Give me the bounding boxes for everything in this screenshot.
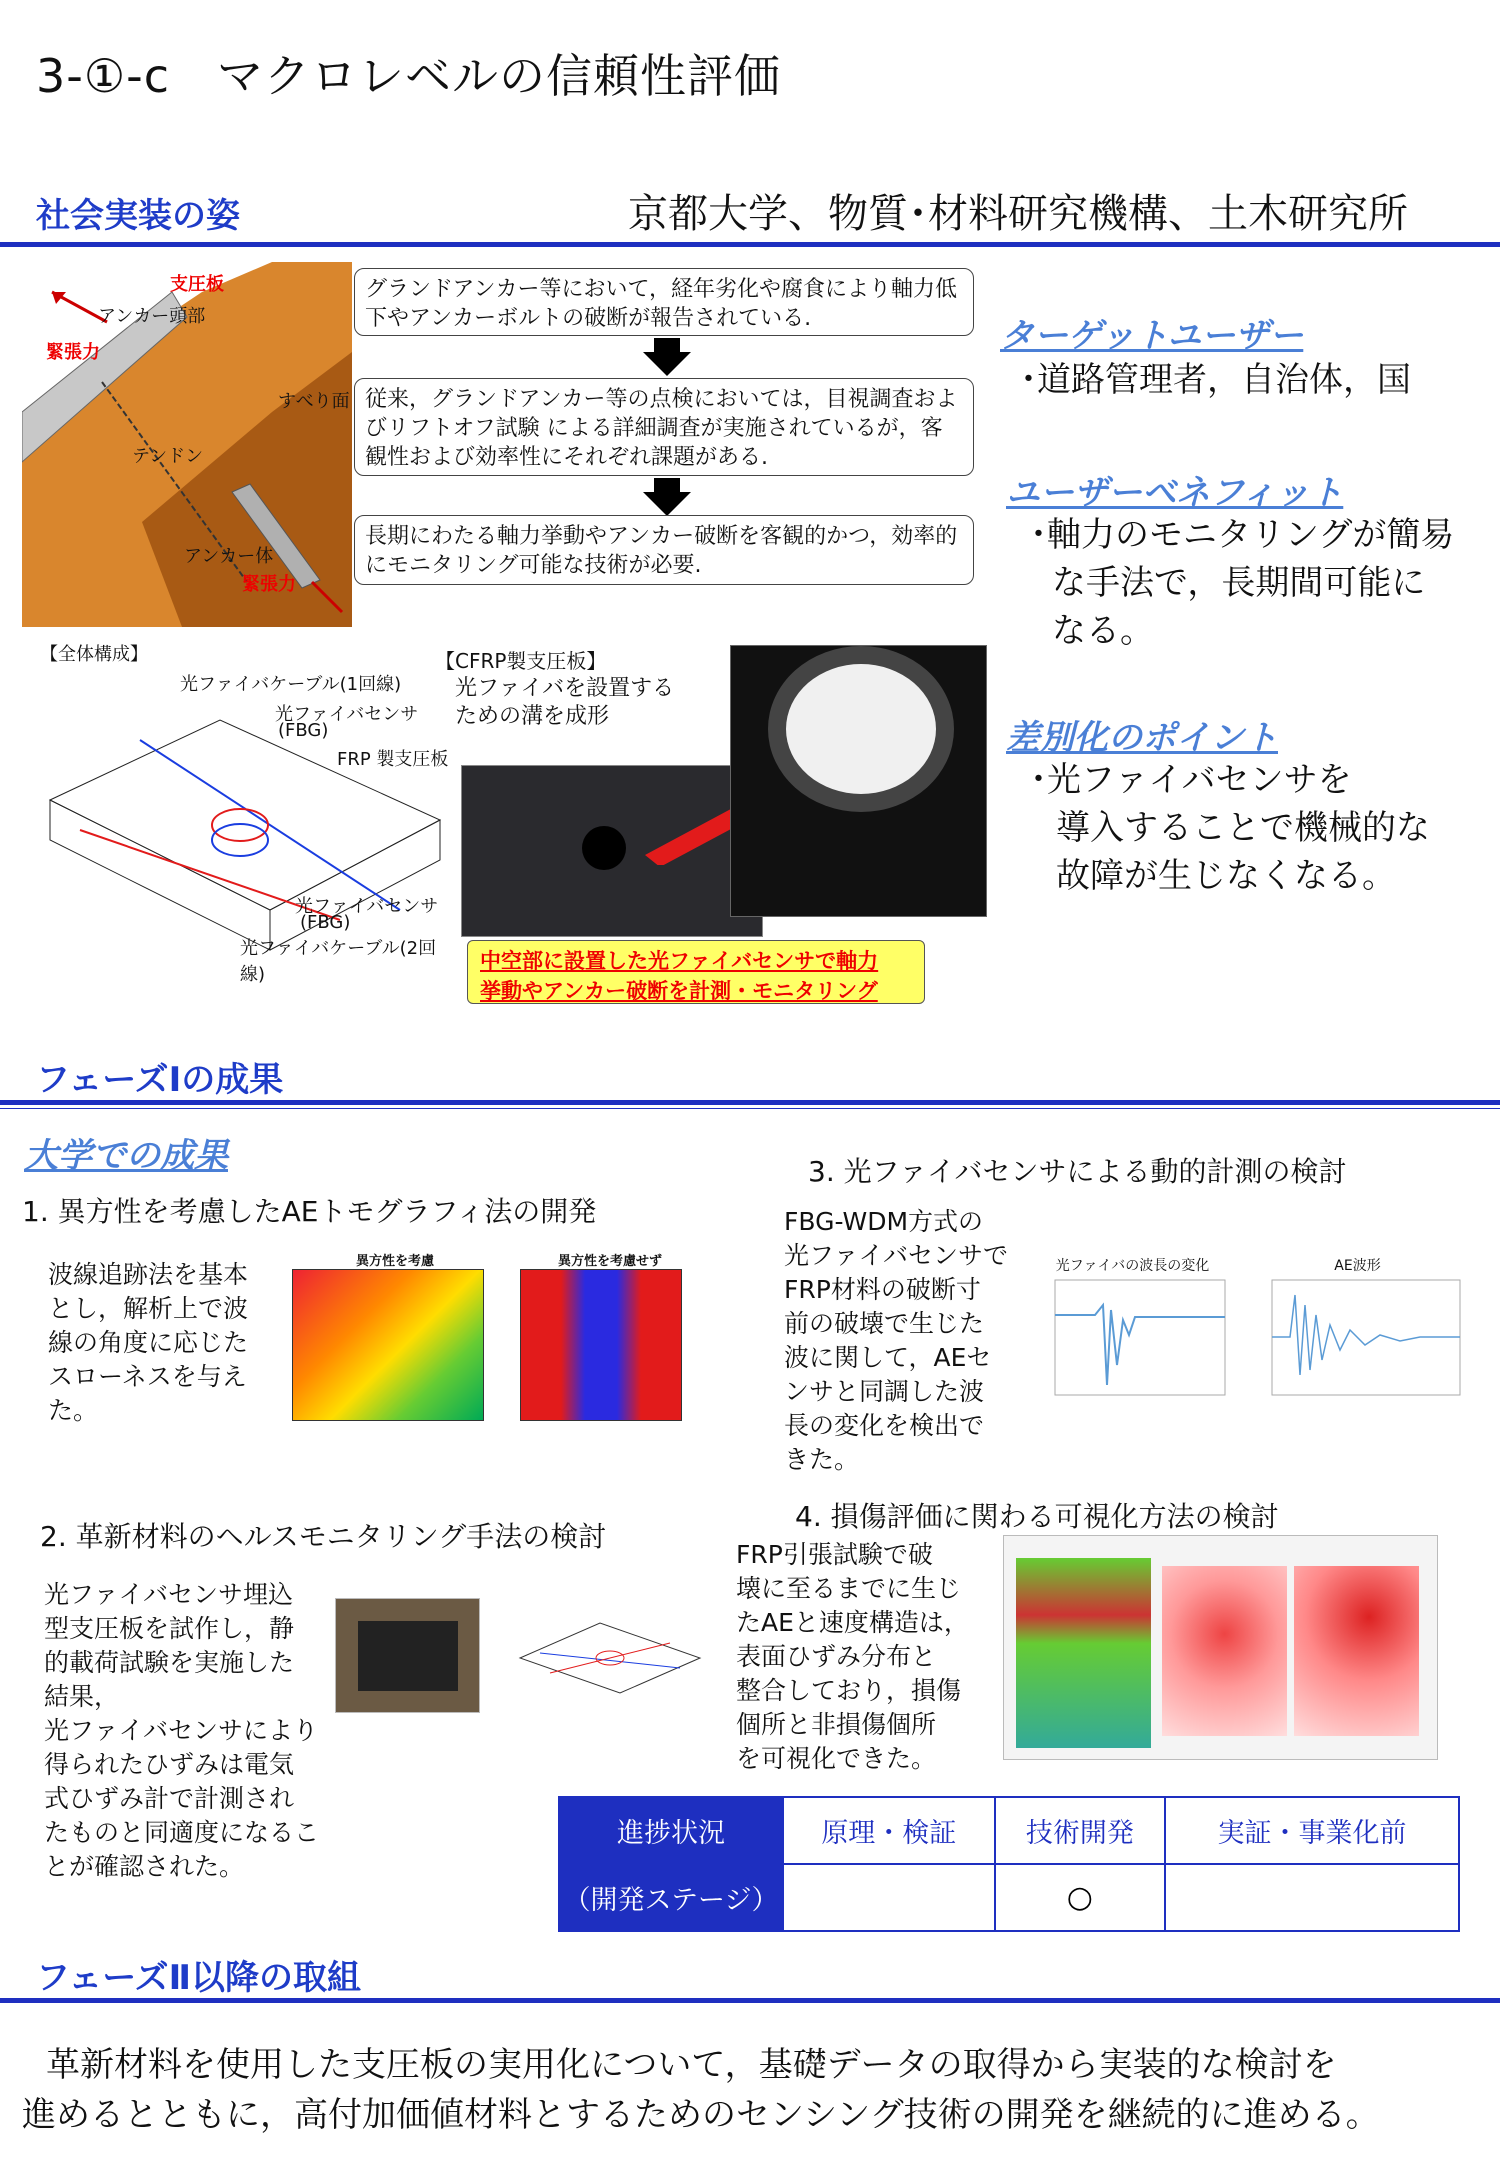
cfrp-line2: ための溝を成形 <box>455 704 610 729</box>
overall-sensor1: 光ファイバセンサ <box>275 704 419 725</box>
item2-line: たものと同適度になるこ <box>44 1818 320 1847</box>
overall-sensor2: 光ファイバセンサ <box>295 896 439 917</box>
item1-line: た。 <box>48 1396 99 1425</box>
item2-title: 2. 革新材料のヘルスモニタリング手法の検討 <box>40 1520 607 1553</box>
stage-3-mark <box>1165 1864 1459 1931</box>
damage-visualization <box>1003 1535 1438 1760</box>
item2-line: 式ひずみ計で計測され <box>44 1784 295 1813</box>
stage-2: 技術開発 <box>995 1797 1166 1864</box>
item1-line: スローネスを与え <box>48 1362 247 1391</box>
item2-line: 型支圧板を試作し，静 <box>44 1614 295 1643</box>
item4-line: 整合しており，損傷 <box>736 1676 962 1705</box>
cfrp-heading: 【CFRP製支圧板】 <box>435 649 607 673</box>
test-photo <box>335 1598 480 1713</box>
section-heading-social: 社会実装の姿 <box>36 196 240 236</box>
benefit-line-2: な手法で，長期間可能に <box>1052 563 1426 603</box>
flow-arrow-1-head <box>643 352 691 376</box>
label-tension-bottom: 緊張力 <box>242 574 296 595</box>
overall-figure <box>40 640 460 985</box>
diff-line-2: 導入することで機械的な <box>1056 808 1430 848</box>
callout <box>467 940 925 1004</box>
item3-line: 波に関して，AEセ <box>784 1343 992 1372</box>
wavelength-chart-title: 光ファイバの波長の変化 <box>1055 1258 1210 1274</box>
item2-line: 得られたひずみは電気 <box>44 1750 295 1779</box>
item2-line: 光ファイバセンサにより <box>44 1716 319 1745</box>
overall-cable2: 光ファイバケーブル(2回線) <box>240 938 437 985</box>
label-head: アンカー頭部 <box>98 306 206 327</box>
item4-line: FRP引張試験で破 <box>736 1540 933 1569</box>
diff-title: 差別化のポイント <box>1006 718 1278 758</box>
plot-right-field <box>520 1269 682 1421</box>
item3-text <box>784 1205 1008 1477</box>
progress-sub: （開発ステージ） <box>559 1864 783 1931</box>
cfrp-line1: 光ファイバを設置する <box>455 676 675 701</box>
sensor-layout-figure <box>510 1598 710 1713</box>
item3-line: ンサと同調した波 <box>784 1377 985 1406</box>
flow-arrow-2 <box>654 478 680 492</box>
section-heading-phase2: フェーズⅡ以降の取組 <box>36 1958 361 1998</box>
item3-line: 前の破壊で生じた <box>784 1309 985 1338</box>
progress-table <box>558 1796 1460 1932</box>
item1-text <box>48 1258 248 1428</box>
item2-line: 的載荷試験を実施した <box>44 1648 295 1677</box>
wavelength-chart <box>1035 1255 1230 1420</box>
item3-line: 光ファイバセンサで <box>784 1241 1009 1270</box>
section-rule <box>0 1998 1500 2003</box>
item4-line: 表面ひずみ分布と <box>736 1642 937 1671</box>
item1-line: 波線追跡法を基本 <box>48 1260 249 1289</box>
organizations: 京都大学、物質･材料研究機構、土木研究所 <box>628 191 1408 237</box>
item4-line: たAEと速度構造は， <box>736 1608 969 1637</box>
diff-line-1: ･光ファイバセンサを <box>1030 760 1352 800</box>
item4-line: 個所と非損傷個所 <box>736 1710 937 1739</box>
stage-2-mark: ○ <box>995 1864 1166 1931</box>
item3-line: FRP材料の破断寸 <box>784 1275 981 1304</box>
label-tendon: テンドン <box>132 446 204 467</box>
target-user-title: ターゲットユーザー <box>1000 316 1304 356</box>
tomography-plot-right <box>520 1250 700 1435</box>
item1-title: 1. 異方性を考慮したAEトモグラフィ法の開発 <box>22 1195 597 1228</box>
item3-line: きた。 <box>784 1445 860 1474</box>
flow-box-3: 長期にわたる軸力挙動やアンカー破断を客観的かつ，効率的にモニタリング可能な技術が必要. <box>354 515 974 585</box>
ae-map-2 <box>1294 1566 1419 1736</box>
flow-box-1: グランドアンカー等において，経年劣化や腐食により軸力低下やアンカーボルトの破断が報告されている. <box>354 268 974 336</box>
item3-line: 長の変化を検出で <box>784 1411 985 1440</box>
strain-map <box>1016 1558 1151 1748</box>
label-plate: 支圧板 <box>170 274 224 295</box>
item1-line: とし，解析上で波 <box>48 1294 249 1323</box>
plot-right-title: 異方性を考慮せず <box>557 1254 662 1269</box>
anchor-figure <box>22 262 352 627</box>
phase2-line1: 革新材料を使用した支圧板の実用化について，基礎データの取得から実装的な検討を <box>46 2045 1337 2085</box>
ae-chart-title: AE波形 <box>1334 1258 1381 1274</box>
diff-line-3: 故障が生じなくなる。 <box>1056 856 1396 896</box>
ae-waveform-chart <box>1250 1255 1465 1420</box>
target-user-text: ･道路管理者，自治体，国 <box>1020 360 1411 400</box>
benefit-line-3: なる。 <box>1052 611 1154 651</box>
stage-1-mark <box>783 1864 995 1931</box>
item1-line: 線の角度に応じた <box>48 1328 249 1357</box>
closeup-hole <box>786 664 936 794</box>
item3-title: 3. 光ファイバセンサによる動的計測の検討 <box>808 1155 1347 1188</box>
section-rule <box>0 1100 1500 1105</box>
item3-line: FBG-WDM方式の <box>784 1207 984 1236</box>
label-slip: すべり面 <box>278 391 350 412</box>
stage-1: 原理・検証 <box>783 1797 995 1864</box>
overall-heading: 【全体構成】 <box>40 644 148 665</box>
overall-cable1: 光ファイバケーブル(1回線) <box>180 674 402 695</box>
tomography-plot-left <box>280 1250 510 1435</box>
univ-results-title: 大学での成果 <box>24 1136 228 1176</box>
plot-left-title: 異方性を考慮 <box>355 1254 434 1269</box>
item2-line: とが確認された。 <box>44 1852 245 1881</box>
label-tension-top: 緊張力 <box>46 342 100 363</box>
phase2-line2: 進めるとともに，高付加価値材料とするためのセンシング技術の開発を継続的に進める。 <box>22 2095 1380 2135</box>
item4-text <box>736 1538 969 1776</box>
flow-box-2: 従来，グランドアンカー等の点検においては，目視調査およびリフトオフ試験 による詳細調査が実施されているが，客観性および効率性にそれぞれ課題がある. <box>354 378 974 476</box>
overall-frp: FRP 製支圧板 <box>337 749 449 770</box>
item2-text <box>44 1578 319 1884</box>
label-body: アンカー体 <box>184 546 274 567</box>
callout-line1: 中空部に設置した光ファイバセンサで軸力 <box>480 949 879 973</box>
overall-fbg2: (FBG) <box>300 912 351 933</box>
benefit-line-1: ･軸力のモニタリングが簡易 <box>1030 515 1455 555</box>
benefit-title: ユーザーベネフィット <box>1006 473 1344 513</box>
section-heading-phase1: フェーズⅠの成果 <box>36 1060 284 1100</box>
plate-hole <box>582 826 626 870</box>
item4-line: 壊に至るまでに生じ <box>736 1574 962 1603</box>
flow-arrow-2-head <box>643 492 691 516</box>
item2-line: 結果， <box>44 1682 120 1711</box>
page-title: 3-①-c マクロレベルの信頼性評価 <box>36 49 781 103</box>
overall-fbg1: (FBG) <box>278 720 329 741</box>
item4-title: 4. 損傷評価に関わる可視化方法の検討 <box>795 1500 1279 1533</box>
progress-header: 進捗状況 <box>559 1797 783 1864</box>
cfrp-hole-closeup <box>730 645 987 917</box>
plate-under-test <box>358 1621 458 1691</box>
section-rule-thin <box>0 1108 1500 1109</box>
item2-line: 光ファイバセンサ埋込 <box>44 1580 294 1609</box>
plot-left-field <box>292 1269 484 1421</box>
callout-line2: 挙動やアンカー破断を計測・モニタリング <box>480 979 878 1003</box>
phase2-text <box>22 2040 1380 2140</box>
section-rule <box>0 242 1500 247</box>
item4-line: を可視化できた。 <box>736 1744 937 1773</box>
ae-map-1 <box>1162 1566 1287 1736</box>
flow-arrow-1 <box>654 338 680 352</box>
stage-3: 実証・事業化前 <box>1165 1797 1459 1864</box>
